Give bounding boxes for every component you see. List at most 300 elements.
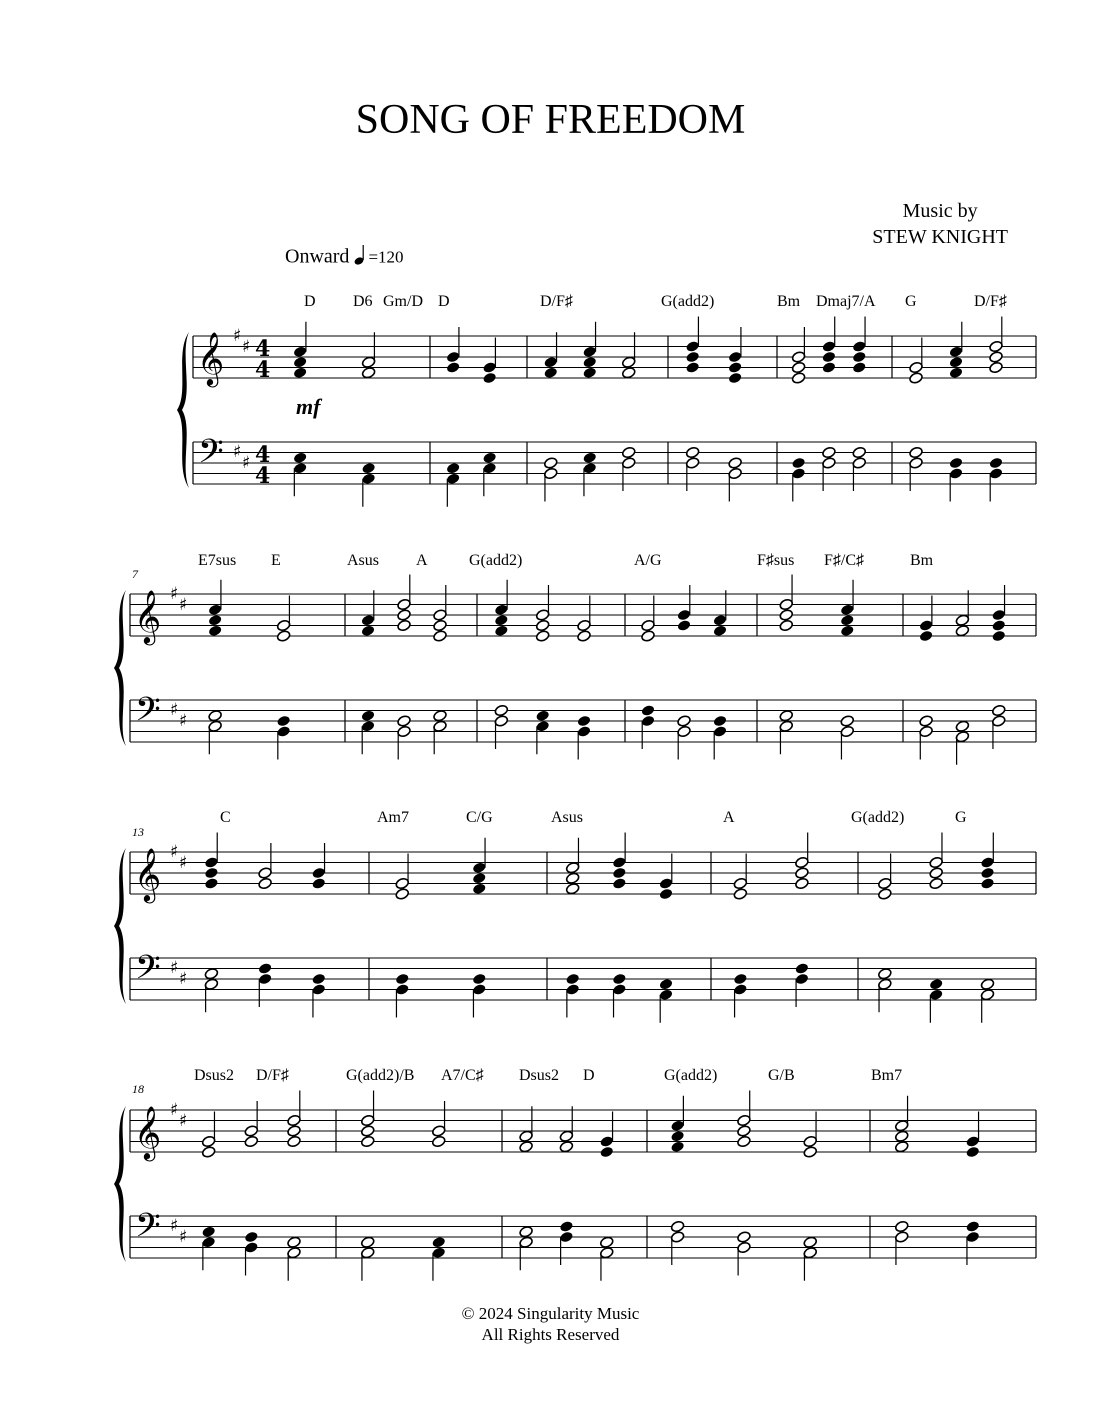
treble-note bbox=[980, 856, 995, 869]
bass-note bbox=[670, 1220, 685, 1233]
bass-note bbox=[472, 973, 487, 986]
treble-note bbox=[559, 1140, 574, 1153]
bass-note bbox=[965, 1220, 980, 1233]
treble-note bbox=[909, 372, 924, 385]
treble-note bbox=[955, 624, 970, 637]
treble-note bbox=[794, 877, 809, 890]
measure bbox=[201, 1091, 301, 1281]
bass-note bbox=[980, 978, 995, 991]
bass-note bbox=[621, 457, 636, 470]
treble-note bbox=[361, 366, 376, 379]
treble-note bbox=[852, 361, 867, 374]
treble-note bbox=[582, 356, 597, 369]
bass-note bbox=[577, 715, 592, 728]
treble-note bbox=[361, 624, 376, 637]
treble-note bbox=[535, 630, 550, 643]
treble-note bbox=[670, 1130, 685, 1143]
bass-note bbox=[909, 446, 924, 459]
treble-note bbox=[494, 614, 509, 627]
measure bbox=[877, 833, 994, 1023]
bass-note bbox=[713, 725, 728, 738]
bass-note bbox=[779, 709, 794, 722]
treble-note bbox=[431, 1135, 446, 1148]
bass-clef-icon: 𝄢 bbox=[198, 433, 224, 479]
treble-note bbox=[713, 614, 728, 627]
treble-note bbox=[446, 361, 461, 374]
treble-note bbox=[204, 877, 219, 890]
bass-note bbox=[204, 967, 219, 980]
treble-note bbox=[794, 867, 809, 880]
sharp-icon: ♯ bbox=[179, 595, 188, 615]
bass-note bbox=[244, 1241, 259, 1254]
bass-note bbox=[599, 1246, 614, 1259]
time-signature-bottom: 4 bbox=[255, 357, 271, 383]
brace bbox=[114, 848, 126, 1004]
brace bbox=[114, 590, 126, 746]
bass-note bbox=[659, 988, 674, 1001]
treble-note bbox=[494, 624, 509, 637]
treble-note bbox=[201, 1135, 216, 1148]
treble-note bbox=[955, 614, 970, 627]
bass-note bbox=[276, 715, 291, 728]
treble-note bbox=[670, 1140, 685, 1153]
treble-note bbox=[733, 888, 748, 901]
treble-note bbox=[395, 877, 410, 890]
chord-symbol: G(add2) bbox=[664, 1067, 718, 1084]
treble-note bbox=[949, 356, 964, 369]
treble-note bbox=[877, 877, 892, 890]
bass-note bbox=[989, 467, 1004, 480]
treble-note bbox=[276, 619, 291, 632]
bass-note bbox=[565, 983, 580, 996]
chord-symbol: E bbox=[271, 552, 281, 569]
bass-note bbox=[685, 457, 700, 470]
sharp-icon: ♯ bbox=[242, 337, 251, 357]
measure bbox=[670, 1091, 817, 1281]
treble-note bbox=[311, 877, 326, 890]
treble-note bbox=[641, 630, 656, 643]
chord-symbol: Bm bbox=[910, 552, 934, 569]
treble-note bbox=[991, 619, 1006, 632]
chord-symbol: D bbox=[304, 293, 316, 310]
bass-note bbox=[852, 457, 867, 470]
treble-clef-icon: 𝄞 bbox=[134, 847, 162, 901]
bass-note bbox=[894, 1220, 909, 1233]
treble-note bbox=[980, 877, 995, 890]
bass-note bbox=[446, 462, 461, 475]
treble-note bbox=[565, 861, 580, 874]
treble-note bbox=[433, 630, 448, 643]
treble-note bbox=[909, 361, 924, 374]
treble-note bbox=[991, 609, 1006, 622]
treble-note bbox=[728, 361, 743, 374]
treble-note bbox=[737, 1135, 752, 1148]
bass-note bbox=[361, 462, 376, 475]
credit-label: Music by bbox=[902, 200, 978, 222]
bass-note bbox=[803, 1246, 818, 1259]
treble-note bbox=[293, 345, 308, 358]
bass-note bbox=[482, 462, 497, 475]
sharp-icon: ♯ bbox=[179, 1227, 188, 1247]
chord-symbol: A7/C♯ bbox=[441, 1067, 484, 1084]
measure bbox=[519, 1106, 614, 1281]
chord-symbol: Gm/D bbox=[383, 293, 423, 310]
treble-note bbox=[852, 340, 867, 353]
treble-note bbox=[840, 614, 855, 627]
chord-symbol: D/F♯ bbox=[256, 1067, 289, 1084]
measure bbox=[641, 585, 728, 760]
treble-note bbox=[685, 340, 700, 353]
treble-note bbox=[360, 1135, 375, 1148]
sharp-icon: ♯ bbox=[170, 1216, 179, 1236]
treble-note bbox=[446, 351, 461, 364]
bass-note bbox=[361, 472, 376, 485]
bass-note bbox=[431, 1236, 446, 1249]
treble-note bbox=[482, 361, 497, 374]
sharp-icon: ♯ bbox=[233, 326, 242, 346]
treble-note bbox=[244, 1125, 259, 1138]
treble-note bbox=[599, 1146, 614, 1159]
treble-note bbox=[482, 372, 497, 385]
treble-note bbox=[433, 609, 448, 622]
brace bbox=[177, 332, 189, 488]
treble-note bbox=[894, 1130, 909, 1143]
chord-symbol: G(add2) bbox=[469, 552, 523, 569]
chord-symbol: Dsus2 bbox=[519, 1067, 560, 1084]
chord-symbol: G(add2) bbox=[661, 293, 715, 310]
sharp-icon: ♯ bbox=[233, 442, 242, 462]
chord-symbol: Asus bbox=[347, 552, 380, 569]
bass-note bbox=[395, 973, 410, 986]
bass-note bbox=[894, 1231, 909, 1244]
measure bbox=[446, 327, 497, 507]
chord-symbol: C/G bbox=[466, 809, 493, 826]
bass-note bbox=[852, 446, 867, 459]
chord-symbol: G(add2)/B bbox=[346, 1067, 415, 1084]
bass-note bbox=[955, 730, 970, 743]
bass-note bbox=[535, 709, 550, 722]
treble-note bbox=[737, 1125, 752, 1138]
measure bbox=[360, 1091, 446, 1281]
treble-note bbox=[659, 877, 674, 890]
bass-note bbox=[955, 720, 970, 733]
treble-note bbox=[989, 340, 1004, 353]
bass-note bbox=[779, 720, 794, 733]
system-4 bbox=[114, 1067, 1036, 1281]
measure bbox=[395, 838, 487, 1018]
bass-note bbox=[287, 1246, 302, 1259]
chord-symbol: D/F♯ bbox=[974, 293, 1007, 310]
measure bbox=[919, 585, 1006, 765]
tempo-bpm: =120 bbox=[368, 247, 404, 267]
bass-note bbox=[677, 715, 692, 728]
time-signature-top: 4 bbox=[255, 336, 271, 362]
sharp-icon: ♯ bbox=[179, 711, 188, 731]
treble-note bbox=[791, 372, 806, 385]
treble-note bbox=[543, 366, 558, 379]
bass-note bbox=[395, 983, 410, 996]
treble-note bbox=[949, 345, 964, 358]
bass-note bbox=[877, 978, 892, 991]
chord-symbol: G(add2) bbox=[851, 809, 905, 826]
treble-note bbox=[208, 603, 223, 616]
bass-note bbox=[919, 725, 934, 738]
bass-note bbox=[559, 1231, 574, 1244]
bass-note bbox=[565, 973, 580, 986]
chord-symbol: Dmaj7/A bbox=[816, 293, 876, 310]
treble-note bbox=[582, 366, 597, 379]
bass-note bbox=[201, 1236, 216, 1249]
treble-note bbox=[894, 1140, 909, 1153]
bass-note bbox=[733, 983, 748, 996]
treble-note bbox=[599, 1135, 614, 1148]
treble-note bbox=[621, 356, 636, 369]
treble-note bbox=[208, 624, 223, 637]
copyright-line: © 2024 Singularity Music bbox=[461, 1304, 640, 1323]
brace bbox=[114, 1106, 126, 1262]
chord-symbol: D6 bbox=[353, 293, 373, 310]
system-3 bbox=[114, 809, 1036, 1023]
treble-note bbox=[433, 619, 448, 632]
bass-clef-icon: 𝄢 bbox=[135, 949, 161, 995]
treble-note bbox=[822, 351, 837, 364]
measure bbox=[208, 580, 291, 760]
chord-symbol: Am7 bbox=[377, 809, 409, 826]
treble-note bbox=[361, 356, 376, 369]
treble-note bbox=[565, 882, 580, 895]
treble-note bbox=[397, 609, 412, 622]
sharp-icon: ♯ bbox=[170, 700, 179, 720]
sharp-icon: ♯ bbox=[170, 1100, 179, 1120]
chord-symbol: D/F♯ bbox=[540, 293, 573, 310]
treble-note bbox=[612, 877, 627, 890]
measure bbox=[543, 322, 636, 502]
bass-note bbox=[949, 467, 964, 480]
treble-note bbox=[582, 345, 597, 358]
bass-note bbox=[287, 1236, 302, 1249]
treble-note bbox=[360, 1125, 375, 1138]
bass-note bbox=[670, 1231, 685, 1244]
time-signature-bottom: 4 bbox=[255, 463, 271, 489]
treble-note bbox=[949, 366, 964, 379]
treble-note bbox=[852, 351, 867, 364]
bass-note bbox=[535, 720, 550, 733]
treble-note bbox=[208, 614, 223, 627]
treble-note bbox=[519, 1140, 534, 1153]
chord-symbol: D bbox=[583, 1067, 595, 1084]
treble-note bbox=[803, 1146, 818, 1159]
bass-note bbox=[494, 704, 509, 717]
treble-note bbox=[204, 867, 219, 880]
bass-note bbox=[311, 973, 326, 986]
treble-note bbox=[287, 1125, 302, 1138]
bass-note bbox=[641, 704, 656, 717]
treble-clef-icon: 𝄞 bbox=[197, 331, 225, 385]
bass-note bbox=[361, 709, 376, 722]
bass-note bbox=[543, 467, 558, 480]
copyright-footer bbox=[0, 1303, 1101, 1345]
treble-note bbox=[989, 351, 1004, 364]
bass-note bbox=[258, 973, 273, 986]
treble-note bbox=[287, 1114, 302, 1127]
bass-note bbox=[433, 709, 448, 722]
treble-note bbox=[980, 867, 995, 880]
treble-note bbox=[877, 888, 892, 901]
treble-note bbox=[543, 356, 558, 369]
treble-note bbox=[965, 1135, 980, 1148]
treble-note bbox=[991, 630, 1006, 643]
treble-note bbox=[728, 351, 743, 364]
bass-note bbox=[519, 1236, 534, 1249]
treble-note bbox=[929, 856, 944, 869]
treble-note bbox=[612, 867, 627, 880]
bass-note bbox=[612, 983, 627, 996]
bass-note bbox=[446, 472, 461, 485]
bass-note bbox=[599, 1236, 614, 1249]
bass-note bbox=[803, 1236, 818, 1249]
treble-note bbox=[965, 1146, 980, 1159]
treble-note bbox=[397, 619, 412, 632]
tempo-text: Onward bbox=[285, 245, 350, 268]
treble-note bbox=[737, 1114, 752, 1127]
chord-symbol: A/G bbox=[634, 552, 662, 569]
treble-note bbox=[360, 1114, 375, 1127]
measure-number: 13 bbox=[132, 825, 144, 839]
treble-note bbox=[894, 1119, 909, 1132]
chord-symbol: Bm7 bbox=[871, 1067, 903, 1084]
bass-note bbox=[621, 446, 636, 459]
treble-note bbox=[670, 1119, 685, 1132]
chord-symbol: D bbox=[438, 293, 450, 310]
time-signature-top: 4 bbox=[255, 442, 271, 468]
chord-symbol: E7sus bbox=[198, 552, 237, 569]
treble-note bbox=[803, 1135, 818, 1148]
bass-note bbox=[991, 704, 1006, 717]
treble-note bbox=[728, 372, 743, 385]
bass-note bbox=[543, 457, 558, 470]
treble-note bbox=[929, 877, 944, 890]
treble-note bbox=[929, 867, 944, 880]
bass-note bbox=[201, 1225, 216, 1238]
chord-symbol: C bbox=[220, 809, 231, 826]
bass-note bbox=[991, 715, 1006, 728]
treble-note bbox=[822, 361, 837, 374]
bass-note bbox=[582, 462, 597, 475]
treble-note bbox=[577, 630, 592, 643]
treble-note bbox=[733, 877, 748, 890]
treble-note bbox=[472, 882, 487, 895]
treble-note bbox=[822, 340, 837, 353]
treble-note bbox=[577, 619, 592, 632]
treble-note bbox=[472, 872, 487, 885]
system-1 bbox=[177, 293, 1036, 507]
bass-note bbox=[685, 446, 700, 459]
bass-note bbox=[877, 967, 892, 980]
bass-note bbox=[737, 1231, 752, 1244]
measure bbox=[494, 580, 591, 760]
bass-note bbox=[293, 462, 308, 475]
bass-note bbox=[791, 467, 806, 480]
treble-note bbox=[612, 856, 627, 869]
treble-note bbox=[287, 1135, 302, 1148]
treble-note bbox=[472, 861, 487, 874]
bass-note bbox=[840, 725, 855, 738]
treble-note bbox=[519, 1130, 534, 1143]
treble-staff bbox=[193, 336, 1036, 378]
treble-note bbox=[659, 888, 674, 901]
sharp-icon: ♯ bbox=[242, 453, 251, 473]
chord-symbol: Bm bbox=[777, 293, 801, 310]
bass-note bbox=[208, 720, 223, 733]
bass-note bbox=[293, 451, 308, 464]
treble-clef-icon: 𝄞 bbox=[134, 589, 162, 643]
bass-note bbox=[494, 715, 509, 728]
treble-note bbox=[431, 1125, 446, 1138]
treble-note bbox=[559, 1130, 574, 1143]
bass-note bbox=[822, 457, 837, 470]
chord-symbol: Asus bbox=[551, 809, 584, 826]
sharp-icon: ♯ bbox=[179, 1111, 188, 1131]
bass-note bbox=[482, 451, 497, 464]
treble-note bbox=[713, 624, 728, 637]
bass-note bbox=[919, 715, 934, 728]
bass-note bbox=[582, 451, 597, 464]
chord-symbol: A bbox=[723, 809, 735, 826]
treble-note bbox=[791, 361, 806, 374]
bass-note bbox=[965, 1231, 980, 1244]
treble-note bbox=[311, 867, 326, 880]
treble-note bbox=[989, 361, 1004, 374]
bass-note bbox=[519, 1225, 534, 1238]
bass-note bbox=[949, 457, 964, 470]
dynamic-marking: mf bbox=[296, 394, 321, 419]
bass-note bbox=[397, 725, 412, 738]
bass-note bbox=[728, 457, 743, 470]
bass-note bbox=[909, 457, 924, 470]
treble-note bbox=[677, 609, 692, 622]
bass-note bbox=[677, 725, 692, 738]
treble-note bbox=[794, 856, 809, 869]
bass-note bbox=[472, 983, 487, 996]
treble-note bbox=[258, 877, 273, 890]
bass-clef-icon: 𝄢 bbox=[135, 1207, 161, 1253]
treble-note bbox=[395, 888, 410, 901]
sharp-icon: ♯ bbox=[170, 842, 179, 862]
treble-note bbox=[791, 351, 806, 364]
treble-clef-icon: 𝄞 bbox=[134, 1105, 162, 1159]
bass-note bbox=[929, 988, 944, 1001]
chord-symbol: G/B bbox=[768, 1067, 795, 1084]
sharp-icon: ♯ bbox=[179, 969, 188, 989]
sharp-icon: ♯ bbox=[170, 584, 179, 604]
treble-note bbox=[397, 598, 412, 611]
treble-note bbox=[685, 351, 700, 364]
treble-note bbox=[258, 867, 273, 880]
bass-note bbox=[276, 725, 291, 738]
bass-note bbox=[258, 962, 273, 975]
bass-note bbox=[980, 988, 995, 1001]
bass-clef-icon: 𝄢 bbox=[135, 691, 161, 737]
bass-note bbox=[311, 983, 326, 996]
bass-note bbox=[397, 715, 412, 728]
treble-note bbox=[293, 356, 308, 369]
chord-symbol: F♯/C♯ bbox=[824, 552, 865, 569]
bass-note bbox=[360, 1246, 375, 1259]
rights-line: All Rights Reserved bbox=[481, 1325, 620, 1344]
bass-note bbox=[840, 715, 855, 728]
treble-note bbox=[641, 619, 656, 632]
bass-note bbox=[641, 715, 656, 728]
